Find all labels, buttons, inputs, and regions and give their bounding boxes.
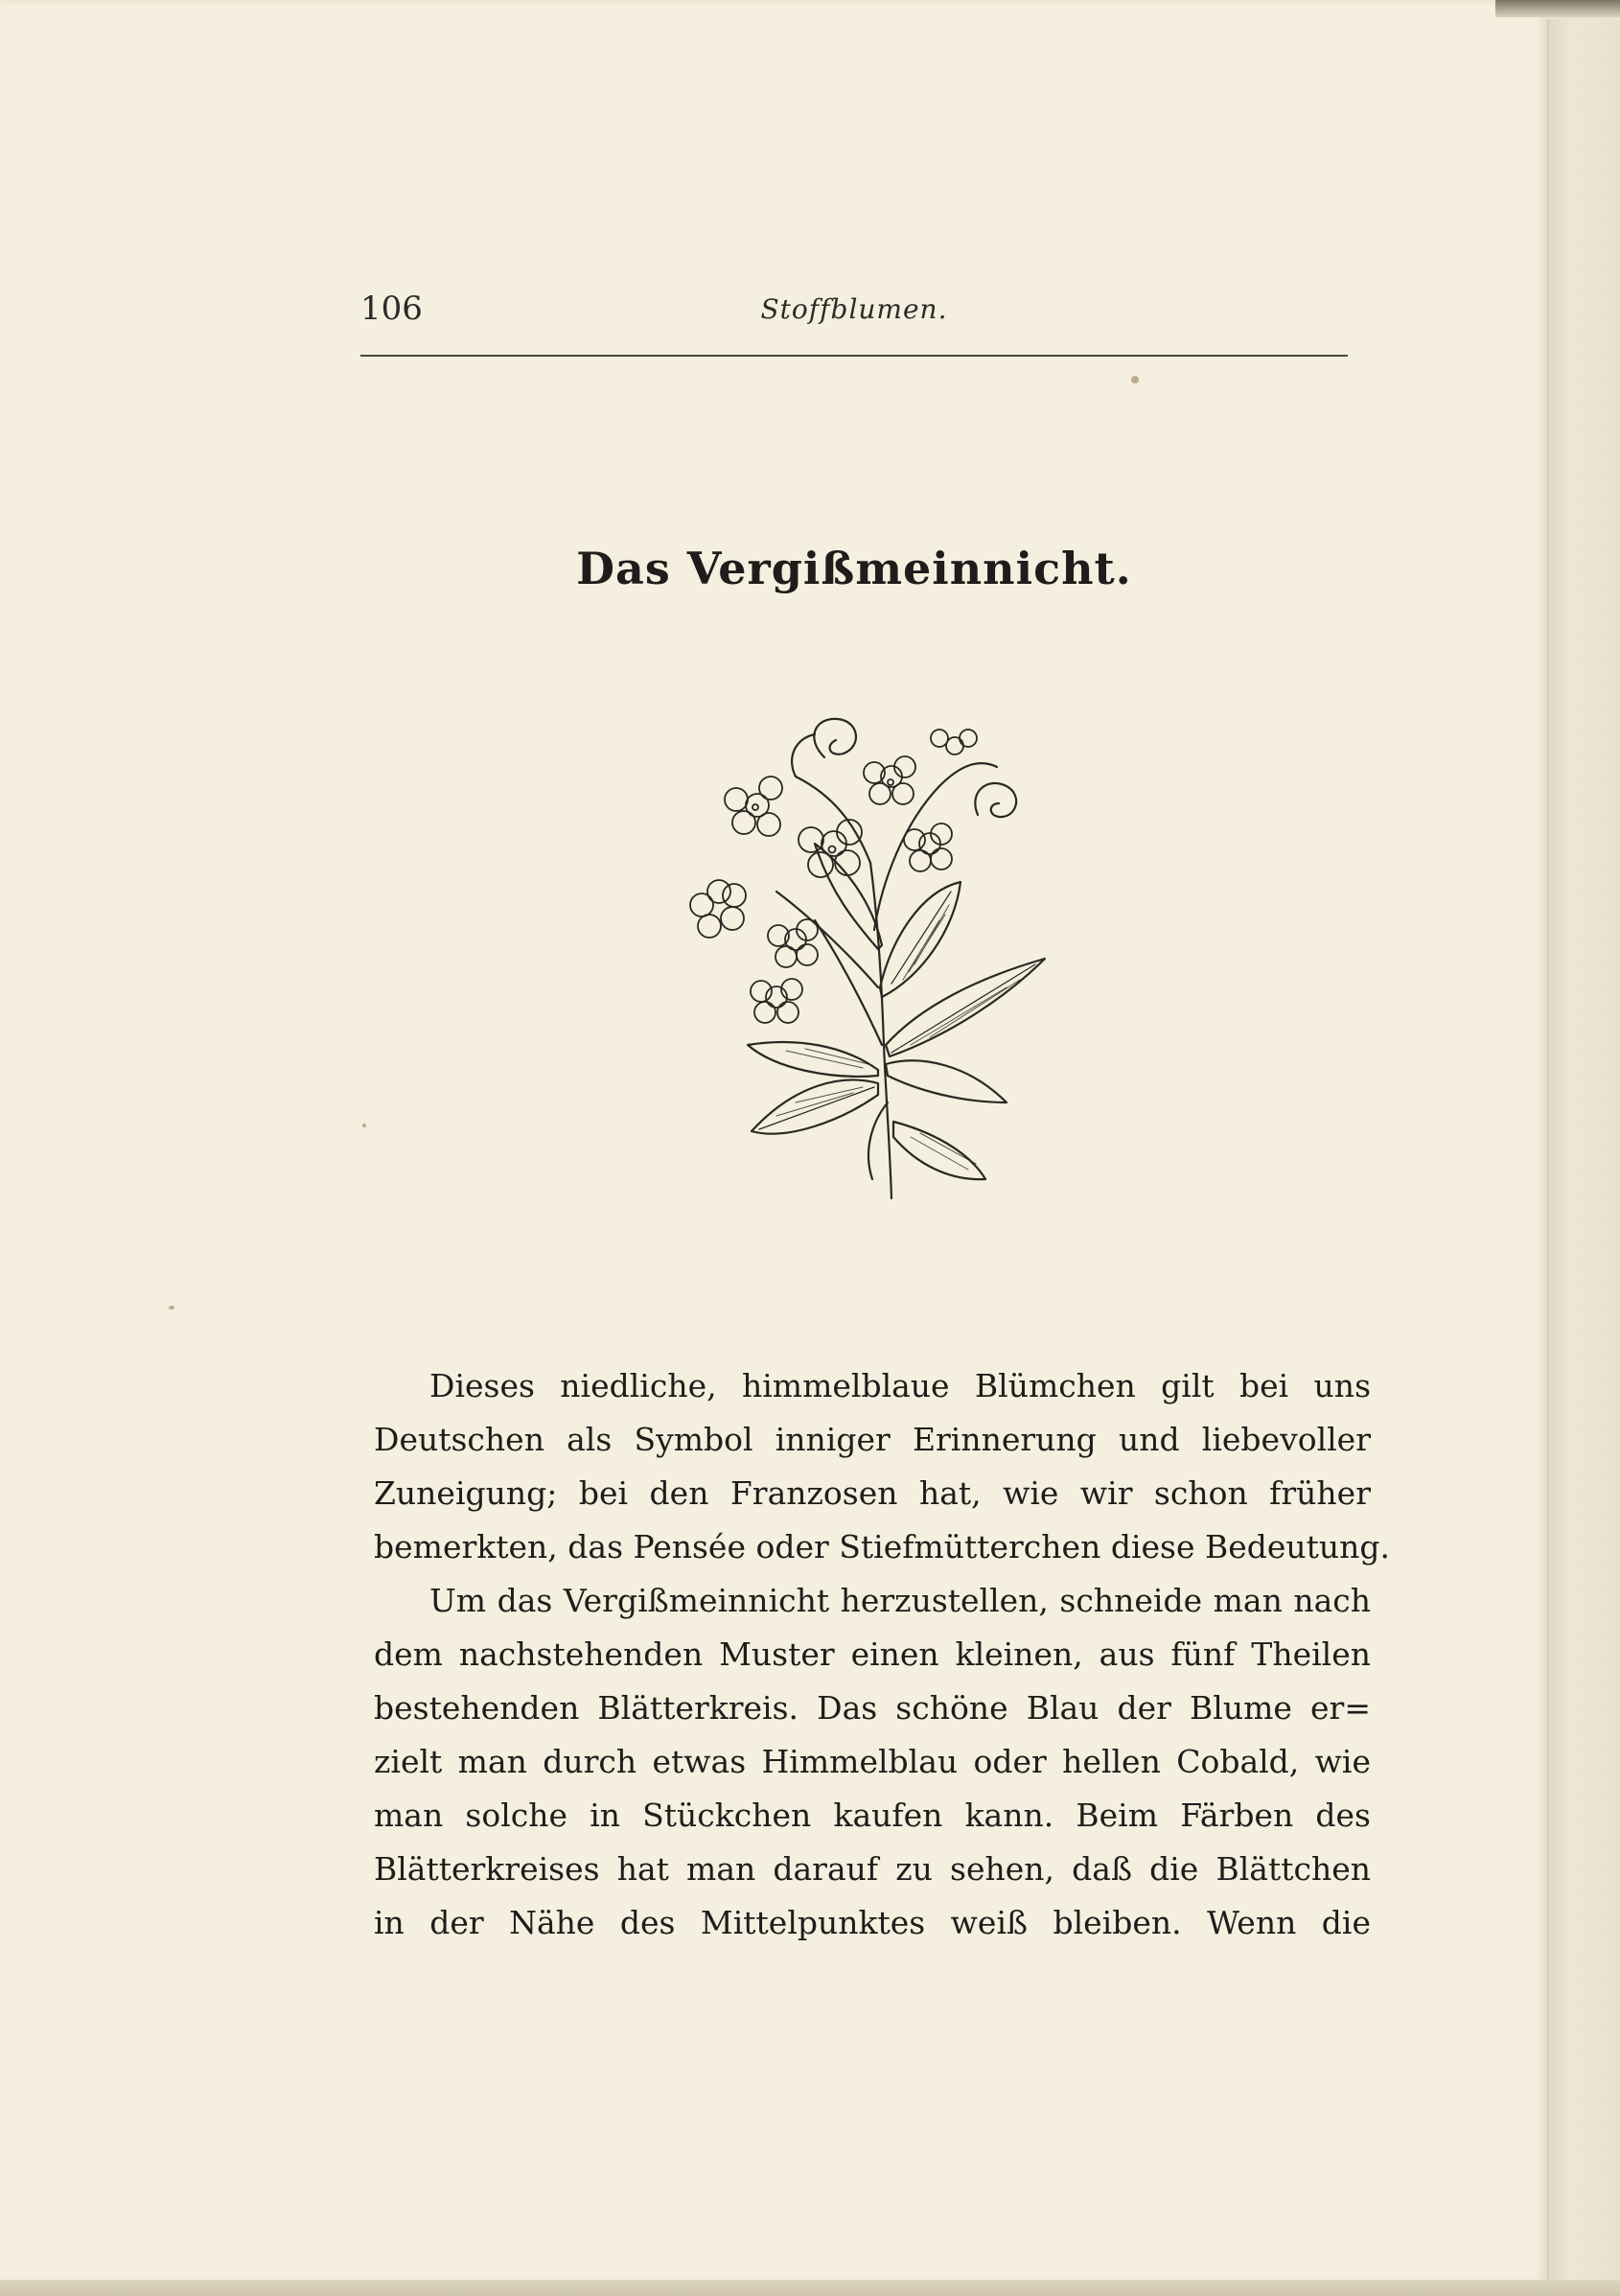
chapter-title: Das Vergißmeinnicht.: [576, 543, 1132, 594]
text-line: Blätterkreises hat man darauf zu sehen, daß die Blättchen: [374, 1850, 1371, 1888]
header-rule: [360, 355, 1348, 357]
paper-speck: [169, 1306, 174, 1310]
text-line: Deutschen als Symbol inniger Erinnerung und liebevoller: [374, 1421, 1371, 1458]
text-line: dem nachstehenden Muster einen kleinen, aus fünf Theilen: [374, 1635, 1371, 1673]
text-line: Zuneigung; bei den Franzosen hat, wie wir schon früher: [374, 1474, 1371, 1512]
text-line: bestehenden Blätterkreis. Das schöne Blau der Blume er=: [374, 1689, 1371, 1727]
text-line: man solche in Stückchen kaufen kann. Beim Färben des: [374, 1797, 1371, 1834]
text-line: in der Nähe des Mittelpunktes weiß bleiben. Wenn die: [374, 1904, 1371, 1941]
forget-me-not-illustration-icon: [652, 700, 1054, 1208]
paper-speck: [1131, 376, 1139, 383]
next-page-edge: [1547, 19, 1620, 2296]
text-line: Dieses niedliche, himmelblaue Blümchen gilt bei uns: [429, 1367, 1371, 1404]
page-number: 106: [360, 290, 423, 328]
paper-speck: [362, 1124, 366, 1127]
running-header: [360, 288, 1348, 334]
scan-top-edge: [1495, 0, 1620, 17]
text-line: bemerkten, das Pensée oder Stiefmütterchen diese Bedeutung.: [374, 1528, 1391, 1565]
text-line: zielt man durch etwas Himmelblau oder hellen Cobald, wie: [374, 1743, 1371, 1780]
body-text: [374, 1359, 1391, 1950]
text-line: Um das Vergißmeinnicht herzustellen, schneide man nach: [429, 1582, 1371, 1619]
scan-bottom-edge: [0, 2280, 1620, 2296]
running-title: Stoffblumen.: [760, 293, 948, 325]
